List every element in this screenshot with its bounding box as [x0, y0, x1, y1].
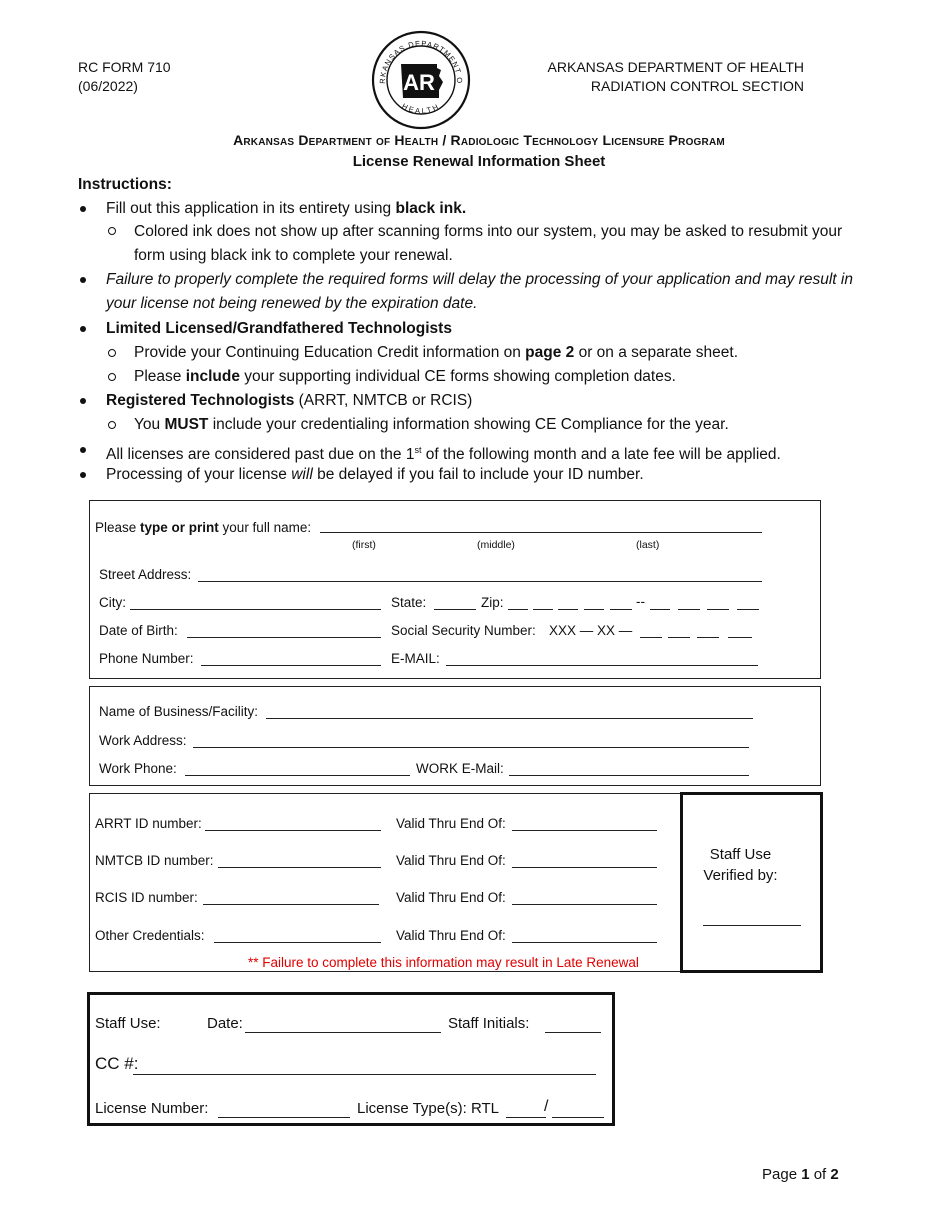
- full-name-field[interactable]: [320, 532, 762, 533]
- staff-initials-field[interactable]: [545, 1032, 601, 1033]
- form-number-block: [78, 58, 171, 96]
- ssn-label: Social Security Number:: [391, 623, 536, 638]
- department-seal: [371, 30, 471, 130]
- instruction-sub-1-1: Colored ink does not show up after scanning forms into our system, you may be asked to resubmit your form using black ink to complete your renewal.: [134, 223, 843, 264]
- ssn-masked-prefix: XXX — XX —: [549, 623, 633, 638]
- work-email-label: WORK E-Mail:: [416, 761, 504, 776]
- rcis-valid-thru-label: Valid Thru End Of:: [396, 890, 506, 905]
- department-name-block: [548, 58, 804, 96]
- work-phone-label: Work Phone:: [99, 761, 177, 776]
- staff-initials-label: Staff Initials:: [448, 1015, 530, 1032]
- business-name-field[interactable]: [266, 718, 753, 719]
- street-address-label: Street Address:: [99, 567, 192, 582]
- business-name-label: Name of Business/Facility:: [99, 704, 259, 719]
- late-renewal-warning: ** Failure to complete this information may result in Late Renewal: [248, 955, 639, 970]
- form-date: (06/2022): [78, 78, 138, 94]
- department-line2: RADIATION CONTROL SECTION: [590, 78, 804, 94]
- instruction-bullet-4: Registered Technologists (ARRT, NMTCB or RCIS): [106, 392, 473, 409]
- arrt-valid-thru-label: Valid Thru End Of:: [396, 816, 506, 831]
- rcis-id-field[interactable]: [203, 904, 379, 905]
- state-field[interactable]: [434, 609, 476, 610]
- full-name-label: Please type or print your full name:: [95, 520, 312, 535]
- other-valid-thru-field[interactable]: [512, 942, 657, 943]
- license-type-field-2[interactable]: [552, 1117, 604, 1118]
- license-number-field[interactable]: [218, 1117, 350, 1118]
- street-address-field[interactable]: [198, 581, 762, 582]
- instruction-bullet-1: Fill out this application in its entirety using black ink.: [106, 200, 467, 217]
- other-valid-thru-label: Valid Thru End Of:: [396, 928, 506, 943]
- email-label: E-MAIL:: [391, 651, 440, 666]
- rcis-valid-thru-field[interactable]: [512, 904, 657, 905]
- work-phone-field[interactable]: [185, 775, 410, 776]
- zip-label: Zip:: [481, 595, 504, 610]
- instructions-heading: Instructions:: [78, 176, 172, 193]
- license-type-separator: /: [544, 1098, 549, 1115]
- date-of-birth-label: Date of Birth:: [99, 623, 178, 638]
- staff-date-label: Date:: [207, 1015, 243, 1032]
- instruction-sub-4-1: You MUST include your credentialing information showing CE Compliance for the year.: [134, 416, 729, 433]
- zip-separator: --: [636, 594, 645, 609]
- instruction-bullet-3: Limited Licensed/Grandfathered Technologists: [106, 320, 452, 337]
- arrt-id-label: ARRT ID number:: [95, 816, 202, 831]
- city-field[interactable]: [130, 609, 381, 610]
- cc-number-field[interactable]: [133, 1074, 596, 1075]
- arrt-valid-thru-field[interactable]: [512, 830, 657, 831]
- work-address-field[interactable]: [193, 747, 749, 748]
- cc-number-label: CC #:: [95, 1054, 139, 1073]
- instruction-sub-3-2: Please include your supporting individual CE forms showing completion dates.: [134, 368, 676, 385]
- city-label: City:: [99, 595, 126, 610]
- last-name-caption: (last): [636, 539, 660, 551]
- email-field[interactable]: [446, 665, 758, 666]
- nmtcb-id-field[interactable]: [218, 867, 381, 868]
- license-type-label: License Type(s): RTL: [357, 1100, 500, 1117]
- seal-center-text: AR: [403, 70, 435, 95]
- nmtcb-id-label: NMTCB ID number:: [95, 853, 214, 868]
- arrt-id-field[interactable]: [205, 830, 381, 831]
- phone-number-label: Phone Number:: [99, 651, 194, 666]
- work-email-field[interactable]: [509, 775, 749, 776]
- nmtcb-valid-thru-field[interactable]: [512, 867, 657, 868]
- nmtcb-valid-thru-label: Valid Thru End Of:: [396, 853, 506, 868]
- instruction-bullet-5: All licenses are considered past due on the 1st of the following month and a late fee will be applied.: [106, 445, 781, 464]
- staff-use-label: Staff Use:: [95, 1015, 161, 1032]
- form-title: License Renewal Information Sheet: [352, 153, 606, 170]
- instruction-sub-3-1: Provide your Continuing Education Credit information on page 2 or on a separate sheet.: [134, 344, 738, 361]
- instruction-bullet-6: Processing of your license will be delayed if you fail to include your ID number.: [106, 466, 644, 483]
- staff-date-field[interactable]: [245, 1032, 441, 1033]
- staff-verified-label: Staff Use Verified by:: [703, 846, 778, 884]
- license-type-field-1[interactable]: [506, 1117, 546, 1118]
- staff-verified-by-field[interactable]: [703, 925, 801, 926]
- license-number-label: License Number:: [95, 1100, 209, 1117]
- other-credentials-field[interactable]: [214, 942, 381, 943]
- work-address-label: Work Address:: [99, 733, 187, 748]
- form-number: RC FORM 710: [78, 59, 171, 75]
- seal-text-bottom: HEALTH: [400, 101, 442, 116]
- instruction-bullet-2: Failure to properly complete the required forms will delay the processing of your application and may result in your license not being renewed by the expiration date.: [106, 271, 853, 312]
- first-name-caption: (first): [352, 539, 376, 551]
- state-label: State:: [391, 595, 427, 610]
- seal-text-top: RKANSAS DEPARTMENT O: [377, 38, 465, 85]
- phone-number-field[interactable]: [201, 665, 381, 666]
- svg-text:HEALTH: [401, 102, 442, 116]
- page-indicator: Page 1 of 2: [762, 1166, 839, 1183]
- rcis-id-label: RCIS ID number:: [95, 890, 198, 905]
- middle-name-caption: (middle): [477, 539, 515, 551]
- other-credentials-label: Other Credentials:: [95, 928, 205, 943]
- department-line1: ARKANSAS DEPARTMENT OF HEALTH: [547, 59, 804, 75]
- program-title: Arkansas Department of Health / Radiologic Technology Licensure Program: [233, 132, 725, 148]
- date-of-birth-field[interactable]: [187, 637, 381, 638]
